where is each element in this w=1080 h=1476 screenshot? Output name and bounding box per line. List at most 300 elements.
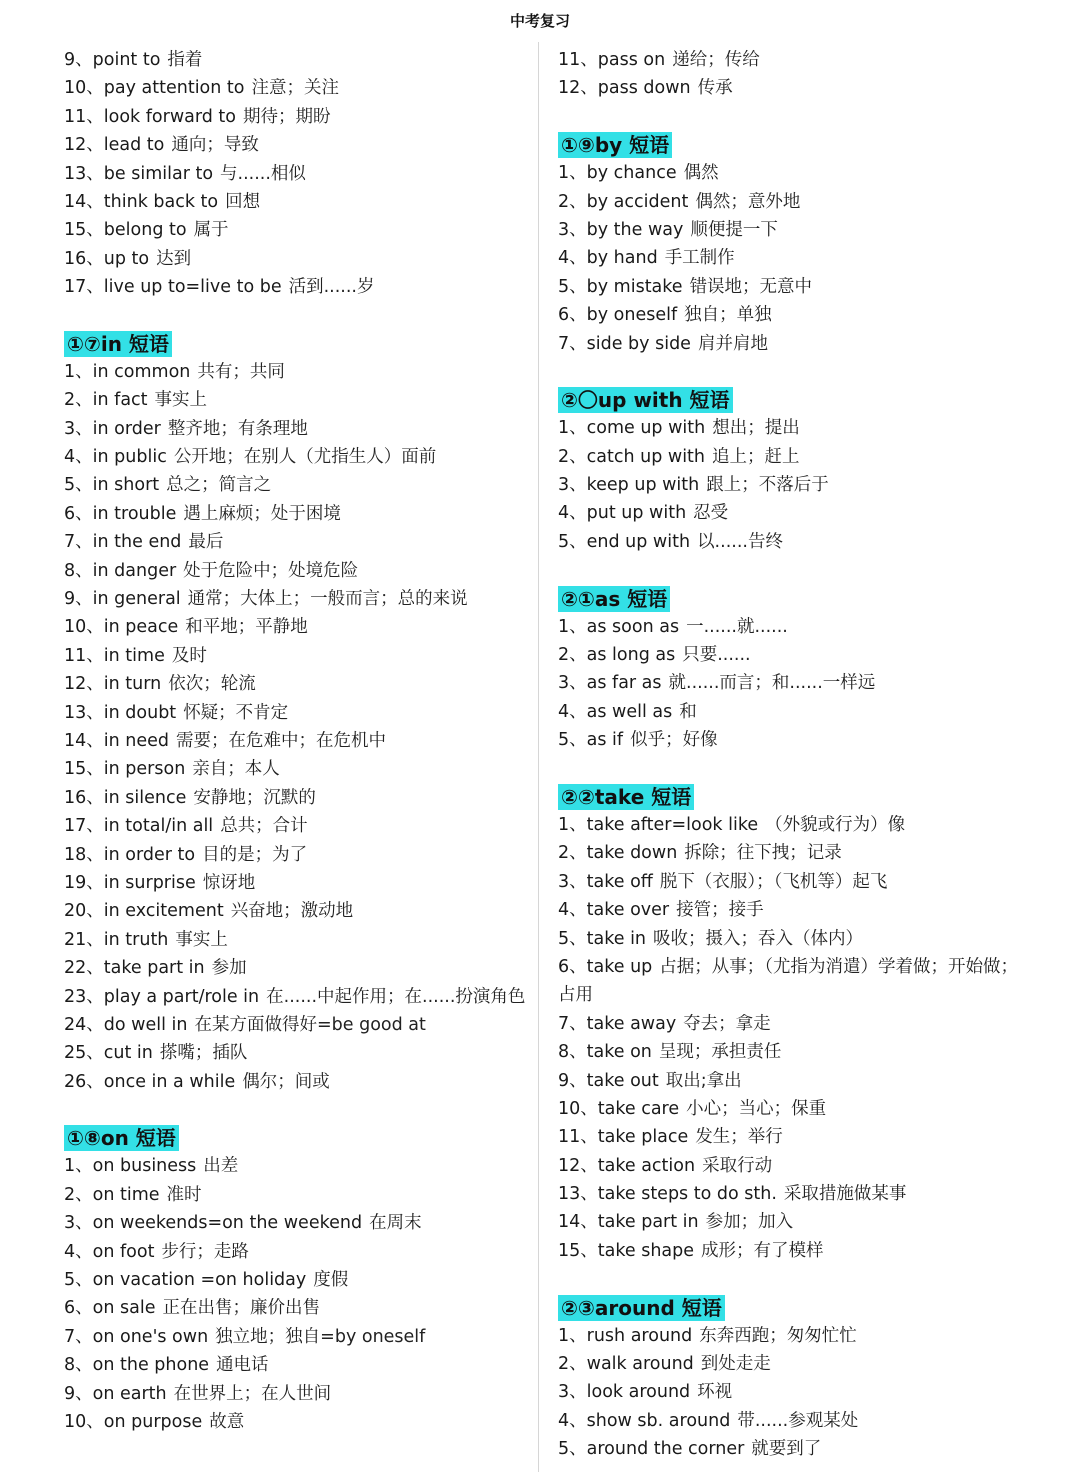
item-number: 4、 bbox=[558, 248, 587, 269]
item-phrase: play a part/role in bbox=[103, 986, 260, 1007]
list-item bbox=[558, 216, 1028, 244]
item-number: 1、 bbox=[558, 163, 587, 184]
item-number: 22、 bbox=[64, 958, 104, 979]
list-item bbox=[558, 159, 1028, 187]
item-number: 4、 bbox=[558, 503, 587, 524]
list-item bbox=[64, 1209, 530, 1237]
item-number: 16、 bbox=[64, 248, 104, 269]
item-number: 14、 bbox=[558, 1212, 598, 1233]
column-divider bbox=[538, 42, 539, 1472]
item-number: 11、 bbox=[558, 1127, 598, 1148]
list-item bbox=[558, 726, 1028, 754]
list-item bbox=[64, 415, 530, 443]
item-meaning: 似乎；好像 bbox=[630, 730, 718, 751]
item-number: 7、 bbox=[558, 1013, 587, 1034]
item-meaning: 在周末 bbox=[369, 1213, 422, 1234]
list-item bbox=[64, 46, 530, 74]
item-phrase: take shape bbox=[597, 1240, 695, 1261]
item-phrase: in turn bbox=[103, 674, 162, 695]
item-number: 10、 bbox=[64, 617, 104, 638]
item-number: 10、 bbox=[64, 1411, 104, 1432]
list-item bbox=[64, 699, 530, 727]
list-item bbox=[64, 1294, 530, 1322]
item-number: 3、 bbox=[64, 418, 93, 439]
section-spacer bbox=[558, 1265, 1028, 1293]
item-phrase: in person bbox=[103, 759, 186, 780]
item-phrase: pay attention to bbox=[103, 78, 245, 99]
item-number: 12、 bbox=[64, 135, 104, 156]
section-heading-row bbox=[558, 131, 1028, 159]
item-phrase: by hand bbox=[586, 248, 658, 269]
item-phrase: in trouble bbox=[92, 503, 177, 524]
item-number: 11、 bbox=[64, 645, 104, 666]
item-meaning: 通向；导致 bbox=[171, 135, 259, 156]
item-phrase: cut in bbox=[103, 1043, 153, 1064]
item-meaning: 占据；从事；（尤指为消遣）学着做；开始做；占用 bbox=[558, 956, 1019, 1006]
section-spacer bbox=[558, 358, 1028, 386]
list-item bbox=[558, 1407, 1028, 1435]
item-meaning: 拆除；往下拽；记录 bbox=[684, 843, 842, 864]
item-phrase: in time bbox=[103, 645, 165, 666]
list-item bbox=[558, 301, 1028, 329]
item-meaning: 共有；共同 bbox=[197, 361, 285, 382]
item-phrase: in common bbox=[92, 361, 191, 382]
item-number: 5、 bbox=[64, 475, 93, 496]
list-item bbox=[64, 841, 530, 869]
item-phrase: look around bbox=[586, 1382, 691, 1403]
item-meaning: 与......相似 bbox=[220, 163, 306, 184]
list-item bbox=[64, 245, 530, 273]
item-number: 1、 bbox=[558, 1325, 587, 1346]
item-phrase: in general bbox=[92, 589, 181, 610]
list-item bbox=[558, 1208, 1028, 1236]
item-number: 9、 bbox=[558, 1070, 587, 1091]
list-item bbox=[558, 896, 1028, 924]
item-phrase: be similar to bbox=[103, 163, 214, 184]
item-number: 11、 bbox=[64, 106, 104, 127]
list-item bbox=[558, 443, 1028, 471]
item-number: 1、 bbox=[558, 814, 587, 835]
item-phrase: take up bbox=[586, 956, 653, 977]
list-item bbox=[558, 1095, 1028, 1123]
item-phrase: as well as bbox=[586, 701, 673, 722]
item-number: 5、 bbox=[558, 276, 587, 297]
page-title: 中考复习 bbox=[509, 12, 570, 30]
list-item bbox=[64, 1351, 530, 1379]
item-meaning: 准时 bbox=[166, 1184, 202, 1205]
item-phrase: pass down bbox=[597, 78, 691, 99]
list-item bbox=[64, 103, 530, 131]
list-item bbox=[558, 1237, 1028, 1265]
section-spacer bbox=[558, 556, 1028, 584]
section-spacer bbox=[558, 755, 1028, 783]
item-phrase: take off bbox=[586, 871, 653, 892]
list-item bbox=[64, 1408, 530, 1436]
item-phrase: walk around bbox=[586, 1354, 694, 1375]
item-phrase: in doubt bbox=[103, 702, 177, 723]
item-number: 5、 bbox=[558, 1439, 587, 1460]
list-item bbox=[558, 188, 1028, 216]
item-number: 2、 bbox=[558, 843, 587, 864]
item-meaning: 在某方面做得好=be good at bbox=[194, 1014, 426, 1035]
item-phrase: on sale bbox=[92, 1298, 156, 1319]
item-number: 1、 bbox=[64, 1156, 93, 1177]
list-item bbox=[64, 1011, 530, 1039]
item-number: 20、 bbox=[64, 901, 104, 922]
list-item bbox=[558, 839, 1028, 867]
item-number: 13、 bbox=[64, 702, 104, 723]
item-phrase: take in bbox=[586, 928, 647, 949]
item-phrase: lead to bbox=[103, 135, 165, 156]
item-number: 21、 bbox=[64, 929, 104, 950]
item-meaning: 肩并肩地 bbox=[697, 333, 768, 354]
item-number: 4、 bbox=[64, 1241, 93, 1262]
list-item bbox=[64, 273, 530, 301]
item-meaning: 带......参观某处 bbox=[737, 1410, 859, 1431]
list-item bbox=[64, 188, 530, 216]
item-phrase: on time bbox=[92, 1184, 160, 1205]
item-phrase: live up to=live to be bbox=[103, 277, 282, 298]
item-meaning: 偶然 bbox=[683, 163, 719, 184]
list-item bbox=[558, 925, 1028, 953]
item-phrase: in excitement bbox=[103, 901, 224, 922]
item-meaning: 指着 bbox=[167, 50, 203, 70]
item-meaning: 故意 bbox=[209, 1411, 245, 1432]
item-meaning: 公开地；在别人（尤指生人）面前 bbox=[173, 447, 437, 468]
item-meaning: 处于危险中；处境危险 bbox=[183, 560, 359, 581]
section-spacer bbox=[64, 302, 530, 330]
list-item bbox=[558, 528, 1028, 556]
list-item bbox=[558, 414, 1028, 442]
section-heading-by: ①⑨by 短语 bbox=[558, 132, 672, 158]
section-heading-row bbox=[558, 585, 1028, 613]
list-item bbox=[558, 1067, 1028, 1095]
section-heading-row bbox=[64, 330, 530, 358]
list-item bbox=[64, 528, 530, 556]
item-phrase: as soon as bbox=[586, 616, 680, 637]
item-number: 10、 bbox=[64, 78, 104, 99]
item-meaning: 采取措施做某事 bbox=[783, 1184, 907, 1205]
item-number: 24、 bbox=[64, 1014, 104, 1035]
item-number: 11、 bbox=[558, 50, 598, 70]
item-number: 18、 bbox=[64, 844, 104, 865]
item-meaning: 安静地；沉默的 bbox=[193, 787, 316, 808]
item-phrase: take over bbox=[586, 900, 670, 921]
list-item bbox=[64, 74, 530, 102]
list-item bbox=[64, 500, 530, 528]
item-meaning: 只要...... bbox=[682, 645, 751, 666]
item-meaning: 在......中起作用；在......扮演角色 bbox=[266, 986, 526, 1007]
item-number: 12、 bbox=[558, 78, 598, 99]
item-meaning: 遇上麻烦；处于困境 bbox=[183, 503, 341, 524]
item-phrase: show sb. around bbox=[586, 1410, 731, 1431]
list-item bbox=[64, 954, 530, 982]
item-number: 15、 bbox=[64, 759, 104, 780]
item-number: 12、 bbox=[558, 1155, 598, 1176]
list-item bbox=[558, 669, 1028, 697]
item-meaning: 忍受 bbox=[693, 503, 729, 524]
section-heading-row bbox=[558, 386, 1028, 414]
section-heading-row bbox=[558, 1294, 1028, 1322]
item-phrase: take out bbox=[586, 1070, 659, 1091]
list-item bbox=[64, 1181, 530, 1209]
item-number: 19、 bbox=[64, 872, 104, 893]
item-number: 14、 bbox=[64, 730, 104, 751]
item-phrase: come up with bbox=[586, 418, 706, 439]
item-phrase: in order bbox=[92, 418, 161, 439]
item-meaning: 呈现；承担责任 bbox=[658, 1042, 782, 1063]
item-number: 2、 bbox=[64, 1184, 93, 1205]
item-meaning: 追上；赶上 bbox=[712, 446, 800, 467]
item-phrase: take action bbox=[597, 1155, 696, 1176]
section-heading-on: ①⑧on 短语 bbox=[64, 1125, 179, 1151]
item-meaning: 通电话 bbox=[216, 1355, 269, 1376]
right-column bbox=[558, 46, 1028, 1464]
list-item bbox=[558, 1322, 1028, 1350]
section-heading-as: ②①as 短语 bbox=[558, 586, 670, 612]
item-meaning: 目的是；为了 bbox=[202, 844, 308, 865]
list-item bbox=[64, 358, 530, 386]
list-item bbox=[64, 1380, 530, 1408]
item-meaning: 递给；传给 bbox=[672, 50, 760, 70]
item-number: 9、 bbox=[64, 50, 93, 70]
section-heading-up-with: ②〇up with 短语 bbox=[558, 387, 733, 413]
item-meaning: 小心；当心；保重 bbox=[686, 1098, 827, 1119]
item-phrase: by chance bbox=[586, 163, 677, 184]
item-phrase: in public bbox=[92, 447, 167, 468]
list-item bbox=[64, 812, 530, 840]
item-number: 1、 bbox=[64, 361, 93, 382]
item-meaning: 就要到了 bbox=[751, 1439, 822, 1460]
item-number: 26、 bbox=[64, 1071, 104, 1092]
list-item bbox=[64, 471, 530, 499]
item-phrase: on business bbox=[92, 1156, 197, 1177]
item-meaning: 脱下（衣服）；（飞机等）起飞 bbox=[659, 871, 888, 892]
item-meaning: 惊讶地 bbox=[202, 872, 256, 893]
item-meaning: 接管；接手 bbox=[676, 900, 764, 921]
item-phrase: take down bbox=[586, 843, 678, 864]
item-meaning: 怀疑；不肯定 bbox=[183, 702, 289, 723]
item-number: 6、 bbox=[558, 305, 587, 326]
section-spacer bbox=[558, 103, 1028, 131]
list-item bbox=[64, 670, 530, 698]
item-phrase: take away bbox=[586, 1013, 677, 1034]
item-number: 15、 bbox=[558, 1240, 598, 1261]
item-number: 7、 bbox=[64, 1326, 93, 1347]
item-meaning: 手工制作 bbox=[664, 248, 735, 269]
list-item bbox=[64, 585, 530, 613]
item-meaning: 想出；提出 bbox=[712, 418, 800, 439]
list-item bbox=[64, 1266, 530, 1294]
item-meaning: 发生；举行 bbox=[695, 1127, 783, 1148]
list-item bbox=[64, 1039, 530, 1067]
item-phrase: on weekends=on the weekend bbox=[92, 1213, 363, 1234]
list-item bbox=[64, 926, 530, 954]
item-meaning: 兴奋地；激动地 bbox=[230, 901, 354, 922]
item-meaning: 就......而言；和......一样远 bbox=[668, 673, 876, 694]
item-phrase: in peace bbox=[103, 617, 179, 638]
list-item bbox=[64, 1152, 530, 1180]
item-phrase: take after=look like bbox=[586, 814, 759, 835]
list-item bbox=[558, 1123, 1028, 1151]
item-number: 3、 bbox=[64, 1213, 93, 1234]
item-phrase: in fact bbox=[92, 390, 148, 411]
item-number: 14、 bbox=[64, 191, 104, 212]
item-phrase: in danger bbox=[92, 560, 177, 581]
item-meaning: 参加 bbox=[211, 958, 247, 979]
item-meaning: 取出;拿出 bbox=[665, 1070, 742, 1091]
item-number: 8、 bbox=[558, 1042, 587, 1063]
item-meaning: 独立地；独自=by oneself bbox=[215, 1326, 426, 1347]
section-heading-row bbox=[558, 783, 1028, 811]
item-phrase: as far as bbox=[586, 673, 662, 694]
list-item bbox=[558, 74, 1028, 102]
item-number: 5、 bbox=[558, 730, 587, 751]
item-number: 3、 bbox=[558, 1382, 587, 1403]
item-phrase: rush around bbox=[586, 1325, 693, 1346]
item-meaning: 偶然；意外地 bbox=[695, 191, 801, 212]
list-item bbox=[64, 1238, 530, 1266]
list-item bbox=[64, 784, 530, 812]
item-meaning: 成形；有了模样 bbox=[701, 1240, 824, 1261]
list-item bbox=[558, 1180, 1028, 1208]
item-meaning: 注意；关注 bbox=[251, 78, 339, 99]
item-phrase: pass on bbox=[597, 50, 666, 70]
list-item bbox=[64, 386, 530, 414]
item-number: 6、 bbox=[64, 503, 93, 524]
item-meaning: 以......告终 bbox=[697, 531, 783, 552]
list-item bbox=[64, 443, 530, 471]
item-meaning: 回想 bbox=[225, 191, 261, 212]
item-number: 12、 bbox=[64, 674, 104, 695]
item-meaning: 通常；大体上；一般而言；总的来说 bbox=[187, 589, 468, 610]
list-item bbox=[558, 613, 1028, 641]
list-item bbox=[558, 698, 1028, 726]
item-meaning: 出差 bbox=[203, 1156, 239, 1177]
item-phrase: take on bbox=[586, 1042, 652, 1063]
list-item bbox=[558, 244, 1028, 272]
item-phrase: on purpose bbox=[103, 1411, 203, 1432]
item-number: 3、 bbox=[558, 673, 587, 694]
item-phrase: around the corner bbox=[586, 1439, 745, 1460]
item-number: 1、 bbox=[558, 616, 587, 637]
item-number: 3、 bbox=[558, 475, 587, 496]
item-number: 7、 bbox=[64, 532, 93, 553]
item-meaning: （外貌或行为）像 bbox=[765, 814, 906, 835]
list-item bbox=[64, 983, 530, 1011]
section-heading-in: ①⑦in 短语 bbox=[64, 331, 172, 357]
section-heading-row bbox=[64, 1124, 530, 1152]
item-number: 8、 bbox=[64, 1355, 93, 1376]
item-number: 2、 bbox=[64, 390, 93, 411]
item-phrase: end up with bbox=[586, 531, 691, 552]
item-phrase: by mistake bbox=[586, 276, 683, 297]
list-item bbox=[558, 1435, 1028, 1463]
item-number: 17、 bbox=[64, 816, 104, 837]
item-meaning: 步行；走路 bbox=[161, 1241, 249, 1262]
item-phrase: on one's own bbox=[92, 1326, 209, 1347]
list-item bbox=[64, 755, 530, 783]
item-number: 3、 bbox=[558, 871, 587, 892]
list-item bbox=[558, 641, 1028, 669]
item-phrase: catch up with bbox=[586, 446, 706, 467]
item-meaning: 活到......岁 bbox=[288, 277, 375, 298]
list-item bbox=[64, 557, 530, 585]
section-heading-take: ②②take 短语 bbox=[558, 784, 694, 810]
list-item bbox=[558, 811, 1028, 839]
item-meaning: 达到 bbox=[156, 248, 192, 269]
item-meaning: 及时 bbox=[171, 645, 207, 666]
item-phrase: on earth bbox=[92, 1383, 167, 1404]
item-number: 6、 bbox=[64, 1298, 93, 1319]
list-item bbox=[558, 499, 1028, 527]
left-column bbox=[64, 46, 530, 1436]
item-number: 5、 bbox=[64, 1270, 93, 1291]
item-number: 23、 bbox=[64, 986, 104, 1007]
item-meaning: 和平地；平静地 bbox=[185, 617, 308, 638]
item-number: 6、 bbox=[558, 956, 587, 977]
section-heading-around: ②③around 短语 bbox=[558, 1295, 725, 1321]
item-meaning: 采取行动 bbox=[702, 1155, 773, 1176]
item-meaning: 整齐地；有条理地 bbox=[167, 418, 308, 439]
item-phrase: in need bbox=[103, 730, 170, 751]
item-meaning: 最后 bbox=[188, 532, 224, 553]
item-phrase: belong to bbox=[103, 220, 187, 241]
item-meaning: 夺去；拿走 bbox=[683, 1013, 771, 1034]
item-phrase: as if bbox=[586, 730, 624, 751]
list-item bbox=[64, 897, 530, 925]
item-meaning: 事实上 bbox=[154, 390, 208, 411]
item-number: 4、 bbox=[558, 701, 587, 722]
item-meaning: 跟上；不落后于 bbox=[706, 475, 829, 496]
list-item bbox=[64, 869, 530, 897]
list-item bbox=[558, 330, 1028, 358]
item-phrase: on vacation =on holiday bbox=[92, 1270, 307, 1291]
item-number: 17、 bbox=[64, 277, 104, 298]
list-item bbox=[558, 1152, 1028, 1180]
item-phrase: in the end bbox=[92, 532, 182, 553]
item-phrase: by accident bbox=[586, 191, 689, 212]
item-meaning: 参加；加入 bbox=[705, 1212, 794, 1233]
item-number: 4、 bbox=[64, 447, 93, 468]
item-meaning: 和 bbox=[679, 701, 697, 722]
item-meaning: 亲自；本人 bbox=[192, 759, 280, 780]
item-phrase: take part in bbox=[597, 1212, 699, 1233]
list-item bbox=[558, 1350, 1028, 1378]
list-item bbox=[64, 131, 530, 159]
list-item bbox=[558, 868, 1028, 896]
item-phrase: take care bbox=[597, 1098, 680, 1119]
list-item bbox=[558, 1038, 1028, 1066]
item-phrase: side by side bbox=[586, 333, 691, 354]
item-phrase: in short bbox=[92, 475, 160, 496]
item-phrase: look forward to bbox=[103, 106, 236, 127]
list-item bbox=[64, 642, 530, 670]
item-phrase: think back to bbox=[103, 191, 219, 212]
item-meaning: 东奔西跑；匆匆忙忙 bbox=[699, 1325, 857, 1346]
item-phrase: on foot bbox=[92, 1241, 155, 1262]
item-number: 16、 bbox=[64, 787, 104, 808]
list-item bbox=[64, 613, 530, 641]
item-meaning: 一......就...... bbox=[686, 616, 788, 637]
list-item bbox=[558, 471, 1028, 499]
item-meaning: 偶尔；间或 bbox=[242, 1071, 330, 1092]
item-phrase: once in a while bbox=[103, 1071, 236, 1092]
list-item bbox=[558, 46, 1028, 74]
item-phrase: take steps to do sth. bbox=[597, 1184, 777, 1205]
item-meaning: 吸收；摄入；吞入（体内） bbox=[653, 928, 864, 949]
item-phrase: up to bbox=[103, 248, 150, 269]
